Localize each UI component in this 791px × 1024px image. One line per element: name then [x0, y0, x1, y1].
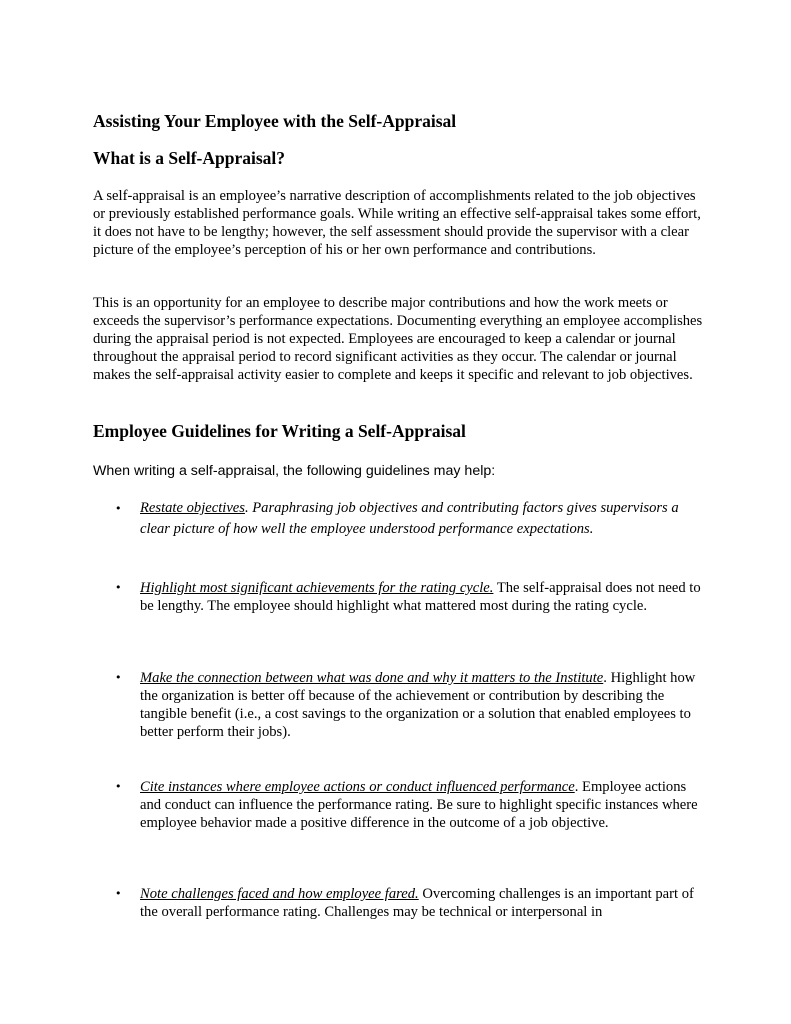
- paragraph-opportunity: This is an opportunity for an employee to describe major contributions and how the work meets or exceeds the supervisor’s performance expectations. Documenting everything an employee accomplishes during the appraisal period is not expected. Employees are encouraged to keep a calendar or journal throughout the appraisal period to record significant activities as they occur. The calendar or journal makes the self-appraisal activity easier to complete and keeps it specific and relevant to job objectives.: [93, 295, 703, 383]
- bullet-icon: •: [115, 780, 122, 793]
- guideline-lead: Cite instances where employee actions or conduct influenced performance: [140, 779, 575, 795]
- guideline-lead: Restate objectives: [140, 500, 245, 516]
- list-item-text: [140, 778, 705, 832]
- list-item-text: [140, 885, 705, 921]
- bullet-icon: •: [115, 887, 122, 900]
- list-item: [115, 778, 705, 832]
- bullet-icon: •: [115, 581, 122, 594]
- list-item-text: [140, 579, 705, 615]
- guideline-lead: Note challenges faced and how employee fared.: [140, 886, 419, 902]
- guideline-text: The self-appraisal does not need to be lengthy. The employee should highlight what mattered most during the rating cycle.: [140, 580, 701, 614]
- list-item: [115, 579, 705, 615]
- guideline-text: . Employee actions and conduct can influence the performance rating. Be sure to highlight specific instances where employee behavior made a positive difference in the outcome of a job objective.: [140, 779, 698, 831]
- document-title: Assisting Your Employee with the Self-Appraisal: [93, 111, 457, 131]
- list-item: [115, 498, 705, 540]
- list-item: [115, 669, 705, 741]
- list-item-text: [140, 669, 705, 741]
- bullet-icon: •: [115, 502, 122, 515]
- section-heading-guidelines: Employee Guidelines for Writing a Self-Appraisal: [93, 421, 466, 441]
- paragraph-definition: A self-appraisal is an employee’s narrative description of accomplishments related to the job objectives or previously established performance goals. While writing an effective self-appraisal takes some effort, it does not have to be lengthy; however, the self assessment should provide the supervisor with a clear picture of the employee’s perception of his or her own performance and contributions.: [93, 188, 701, 258]
- section-heading-what-is: What is a Self-Appraisal?: [93, 148, 286, 168]
- list-item-text: [140, 498, 705, 540]
- guideline-lead: Make the connection between what was done and why it matters to the Institute: [140, 670, 604, 686]
- guidelines-intro: When writing a self-appraisal, the following guidelines may help:: [93, 463, 496, 479]
- bullet-icon: •: [115, 671, 122, 684]
- guideline-text: Overcoming challenges is an important part of the overall performance rating. Challenges may be technical or interpersonal in: [140, 886, 694, 920]
- guideline-lead: Highlight most significant achievements for the rating cycle.: [140, 580, 494, 596]
- guideline-text: . Highlight how the organization is better off because of the achievement or contribution by describing the tangible benefit (i.e., a cost savings to the organization or a solution that enabled employees to better perform their jobs).: [140, 670, 696, 740]
- list-item: [115, 885, 705, 921]
- guideline-text: . Paraphrasing job objectives and contributing factors gives supervisors a clear picture of how well the employee understood performance expectations.: [140, 500, 679, 537]
